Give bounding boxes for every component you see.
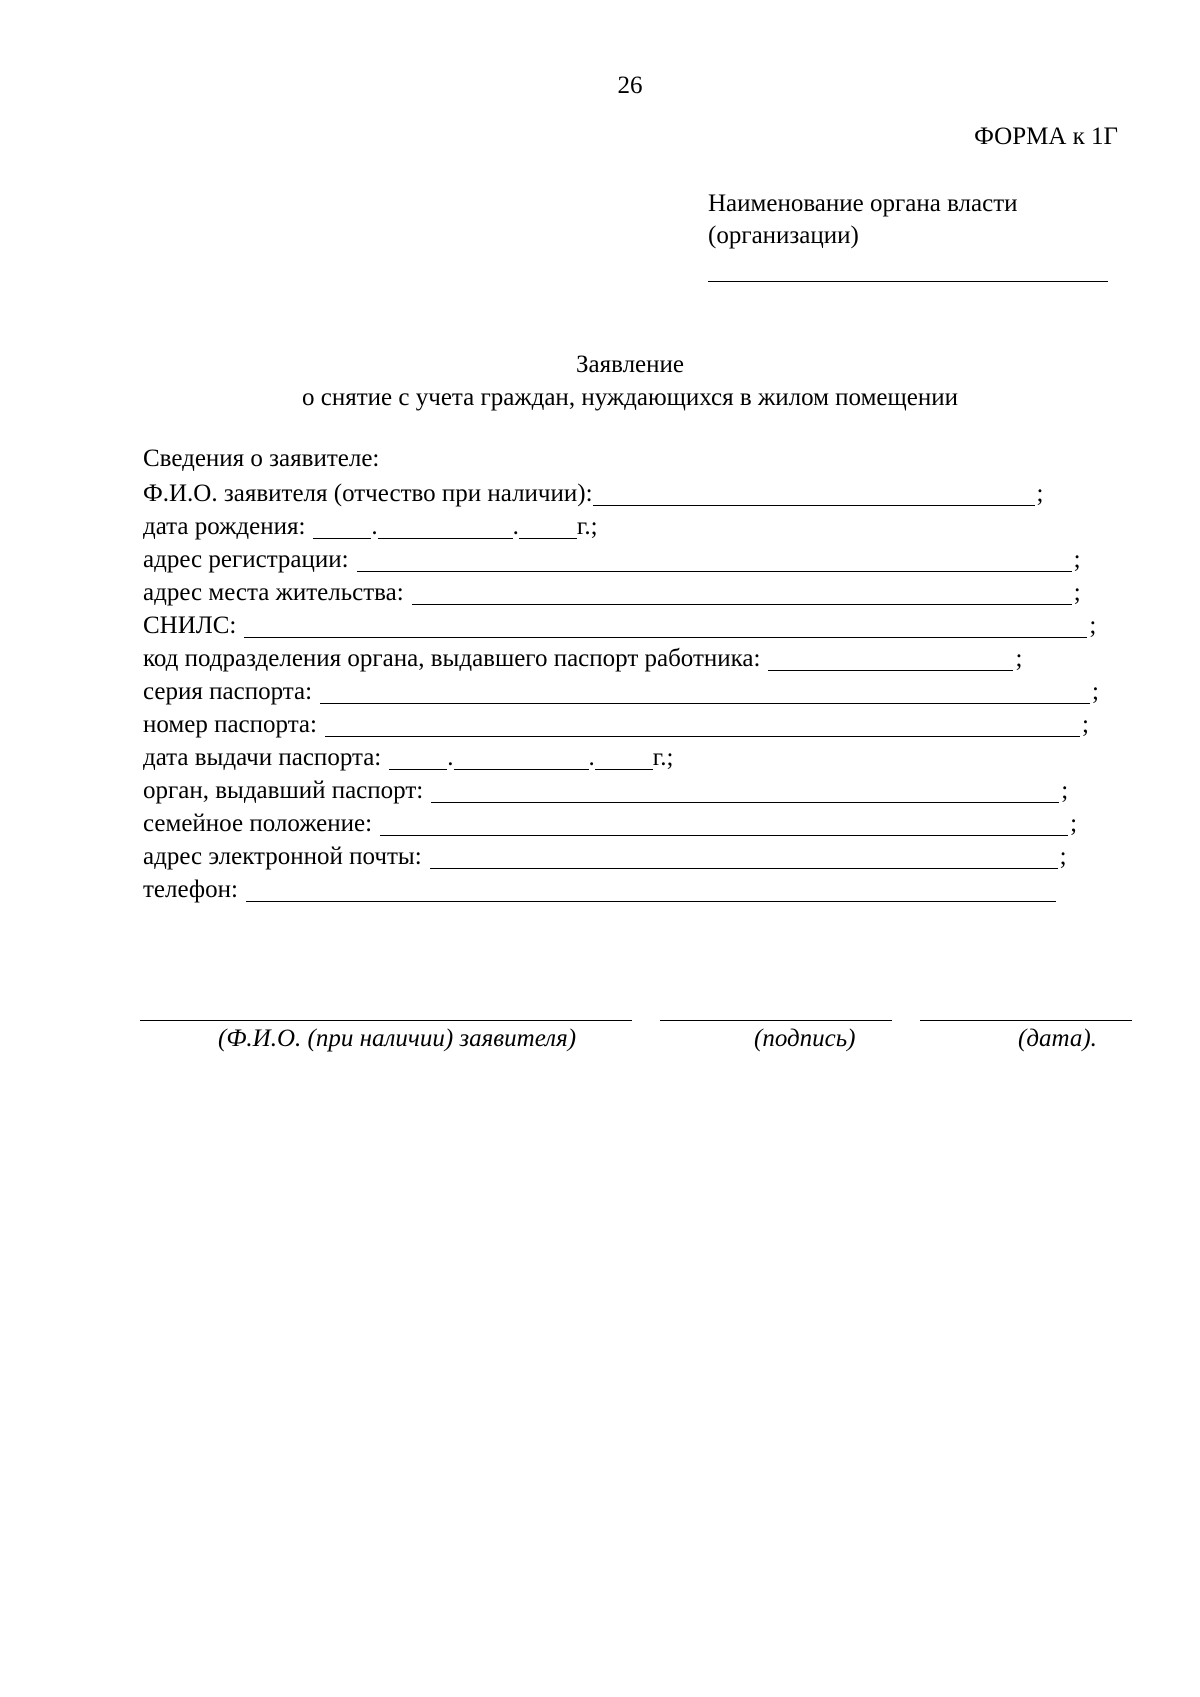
field-passport-series-blank[interactable] (320, 679, 1090, 704)
field-division-code-label: код подразделения органа, выдавшего паспорт работника: (143, 645, 761, 672)
dot: . (512, 513, 519, 540)
field-residence-address (143, 577, 1081, 609)
field-birth-date-label: дата рождения: (143, 513, 306, 540)
semicolon: ; (1073, 546, 1081, 573)
field-snils (143, 610, 1096, 642)
form-code: ФОРМА к 1Г (974, 123, 1118, 150)
field-reg-address-label: адрес регистрации: (143, 546, 349, 573)
field-marital-status-blank[interactable] (380, 811, 1068, 836)
field-passport-authority-label: орган, выдавший паспорт: (143, 777, 424, 804)
field-phone-blank[interactable] (246, 877, 1056, 902)
signature-sign-label: (подпись) (754, 1025, 856, 1052)
field-marital-status-label: семейное положение: (143, 810, 373, 837)
field-passport-authority (143, 775, 1068, 807)
issue-day-blank[interactable] (389, 745, 447, 770)
birth-day-blank[interactable] (313, 514, 371, 539)
field-passport-number-blank[interactable] (325, 712, 1080, 737)
dot: . (588, 744, 595, 771)
field-phone-label: телефон: (143, 876, 238, 903)
field-email-blank[interactable] (430, 844, 1058, 869)
document-subtitle: о снятие с учета граждан, нуждающихся в жилом помещении (302, 384, 958, 411)
page-number: 26 (617, 72, 643, 99)
signature-name-line[interactable] (140, 1020, 632, 1021)
field-passport-number-label: номер паспорта: (143, 711, 317, 738)
year-suffix: г.; (652, 744, 674, 771)
semicolon: ; (1081, 711, 1089, 738)
year-suffix: г.; (576, 513, 598, 540)
signature-date-line[interactable] (920, 1020, 1132, 1021)
field-passport-issue-date-label: дата выдачи паспорта: (143, 744, 382, 771)
authority-line-2: (организации) (708, 222, 859, 249)
signature-name-label: (Ф.И.О. (при наличии) заявителя) (218, 1025, 577, 1052)
semicolon: ; (1092, 678, 1099, 705)
semicolon: ; (1015, 645, 1023, 672)
field-snils-blank[interactable] (244, 613, 1087, 638)
field-passport-number (143, 709, 1089, 741)
field-marital-status (143, 808, 1077, 840)
field-division-code (143, 643, 1022, 675)
field-passport-authority-blank[interactable] (431, 778, 1059, 803)
semicolon: ; (1036, 480, 1044, 507)
semicolon: ; (1061, 777, 1069, 804)
field-email (143, 841, 1067, 873)
semicolon: ; (1070, 810, 1078, 837)
section-heading: Сведения о заявителе: (143, 445, 380, 472)
semicolon: ; (1089, 612, 1097, 639)
dot: . (371, 513, 378, 540)
dot: . (447, 744, 454, 771)
birth-month-blank[interactable] (378, 514, 513, 539)
field-division-code-blank[interactable] (768, 646, 1013, 671)
birth-year-blank[interactable] (519, 514, 577, 539)
field-reg-address-blank[interactable] (357, 547, 1072, 572)
document-title: Заявление (575, 351, 685, 378)
semicolon: ; (1059, 843, 1067, 870)
field-email-label: адрес электронной почты: (143, 843, 422, 870)
authority-block (708, 188, 1018, 252)
signature-sign-line[interactable] (660, 1020, 892, 1021)
field-fio-blank[interactable] (593, 481, 1035, 506)
field-residence-address-label: адрес места жительства: (143, 579, 404, 606)
field-passport-series-label: серия паспорта: (143, 678, 313, 705)
field-passport-series (143, 676, 1099, 708)
field-fio (143, 478, 1044, 510)
field-phone (143, 874, 1056, 906)
semicolon: ; (1073, 579, 1081, 606)
issue-month-blank[interactable] (454, 745, 589, 770)
field-residence-address-blank[interactable] (412, 580, 1072, 605)
authority-underline[interactable] (708, 281, 1108, 282)
issue-year-blank[interactable] (595, 745, 653, 770)
field-passport-issue-date (143, 742, 673, 774)
field-snils-label: СНИЛС: (143, 612, 237, 639)
field-fio-label: Ф.И.О. заявителя (отчество при наличии): (143, 480, 593, 507)
signature-date-label: (дата). (1018, 1025, 1097, 1052)
authority-line-1: Наименование органа власти (708, 190, 1018, 217)
field-birth-date (143, 511, 598, 543)
field-reg-address (143, 544, 1081, 576)
